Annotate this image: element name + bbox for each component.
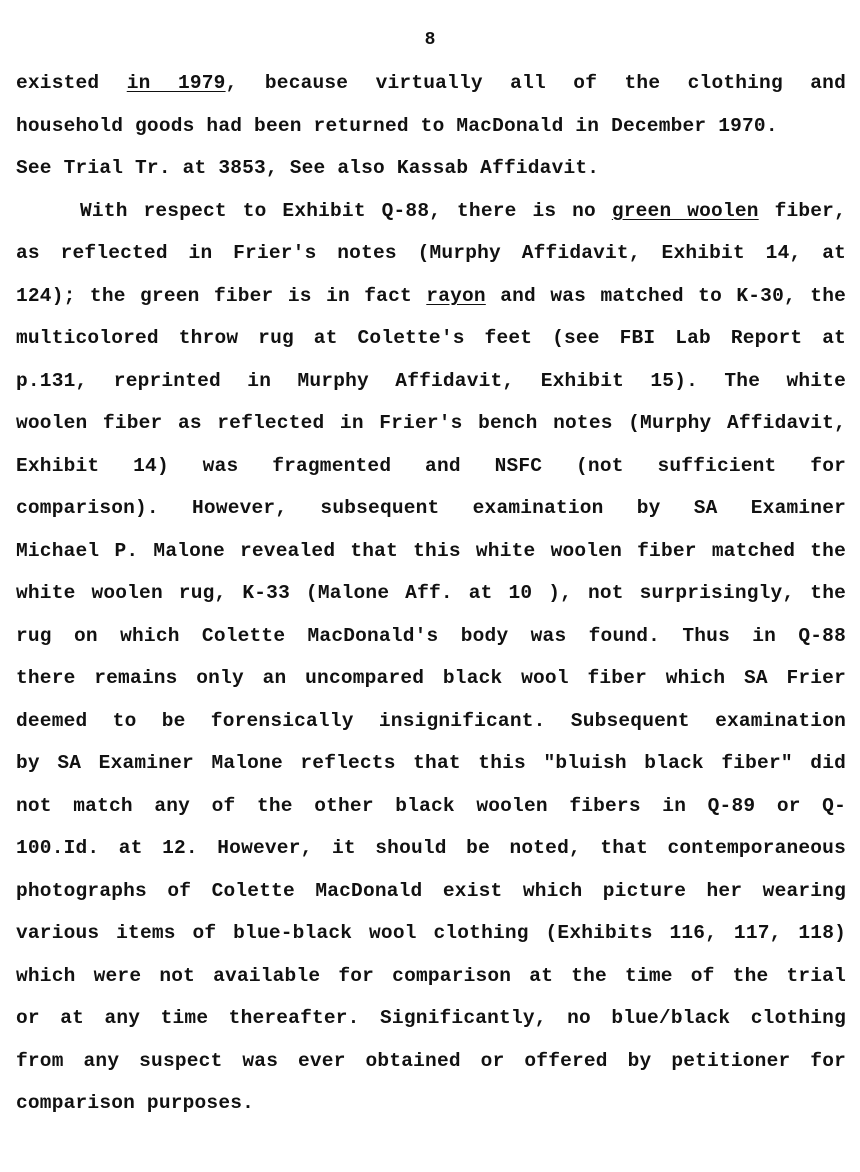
text-line: photographs of Colette MacDonald exist which picture her wearing bbox=[16, 880, 846, 902]
paragraph-start-line bbox=[80, 199, 846, 223]
underlined-text: green woolen bbox=[611, 200, 759, 222]
text-segment: existed bbox=[16, 72, 127, 94]
text-line: various items of blue-black wool clothing (Exhibits 116, 117, 118) bbox=[16, 922, 846, 944]
text-line: there remains only an uncompared black wool fiber which SA Frier bbox=[16, 667, 846, 689]
text-line: Exhibit 14) was fragmented and NSFC (not sufficient for bbox=[16, 455, 846, 477]
text-line: rug on which Colette MacDonald's body was found. Thus in Q-88 bbox=[16, 625, 846, 647]
text-line: or at any time thereafter. Significantly, no blue/black clothing bbox=[16, 1007, 846, 1029]
underlined-text: in 1979 bbox=[126, 72, 226, 94]
text-line: 100.Id. at 12. However, it should be noted, that contemporaneous bbox=[16, 837, 846, 859]
text-line: woolen fiber as reflected in Frier's bench notes (Murphy Affidavit, bbox=[16, 412, 846, 434]
text-line: by SA Examiner Malone reflects that this "bluish black fiber" did bbox=[16, 752, 846, 774]
underlined-text: rayon bbox=[426, 285, 486, 307]
text-line: p.131, reprinted in Murphy Affidavit, Exhibit 15). The white bbox=[16, 370, 846, 392]
text-line: household goods had been returned to MacDonald in December 1970. bbox=[16, 115, 778, 137]
text-line: not match any of the other black woolen fibers in Q-89 or Q- bbox=[16, 795, 846, 817]
text-segment: 124); the green fiber is in fact bbox=[16, 285, 427, 307]
page-number: 8 bbox=[424, 30, 436, 50]
text-line: white woolen rug, K-33 (Malone Aff. at 10 ), not surprisingly, the bbox=[16, 582, 846, 604]
paragraph-end-line: comparison purposes. bbox=[16, 1092, 255, 1114]
text-line: which were not available for comparison at the time of the trial bbox=[16, 965, 846, 987]
text-line: deemed to be forensically insignificant. Subsequent examination bbox=[16, 710, 846, 732]
text-line: Michael P. Malone revealed that this white woolen fiber matched the bbox=[16, 540, 846, 562]
text-segment: fiber, bbox=[758, 200, 846, 222]
text-line: from any suspect was ever obtained or offered by petitioner for bbox=[16, 1050, 846, 1072]
text-line bbox=[16, 284, 846, 308]
text-segment: and was matched to K-30, the bbox=[485, 285, 846, 307]
text-line bbox=[16, 71, 846, 95]
text-segment: With respect to Exhibit Q-88, there is no bbox=[80, 200, 612, 222]
text-line: See Trial Tr. at 3853, See also Kassab Affidavit. bbox=[16, 157, 600, 179]
text-line: multicolored throw rug at Colette's feet (see FBI Lab Report at bbox=[16, 327, 846, 349]
text-line: comparison). However, subsequent examination by SA Examiner bbox=[16, 497, 846, 519]
text-segment: , because virtually all of the clothing and bbox=[225, 72, 846, 94]
text-line: as reflected in Frier's notes (Murphy Affidavit, Exhibit 14, at bbox=[16, 242, 846, 264]
